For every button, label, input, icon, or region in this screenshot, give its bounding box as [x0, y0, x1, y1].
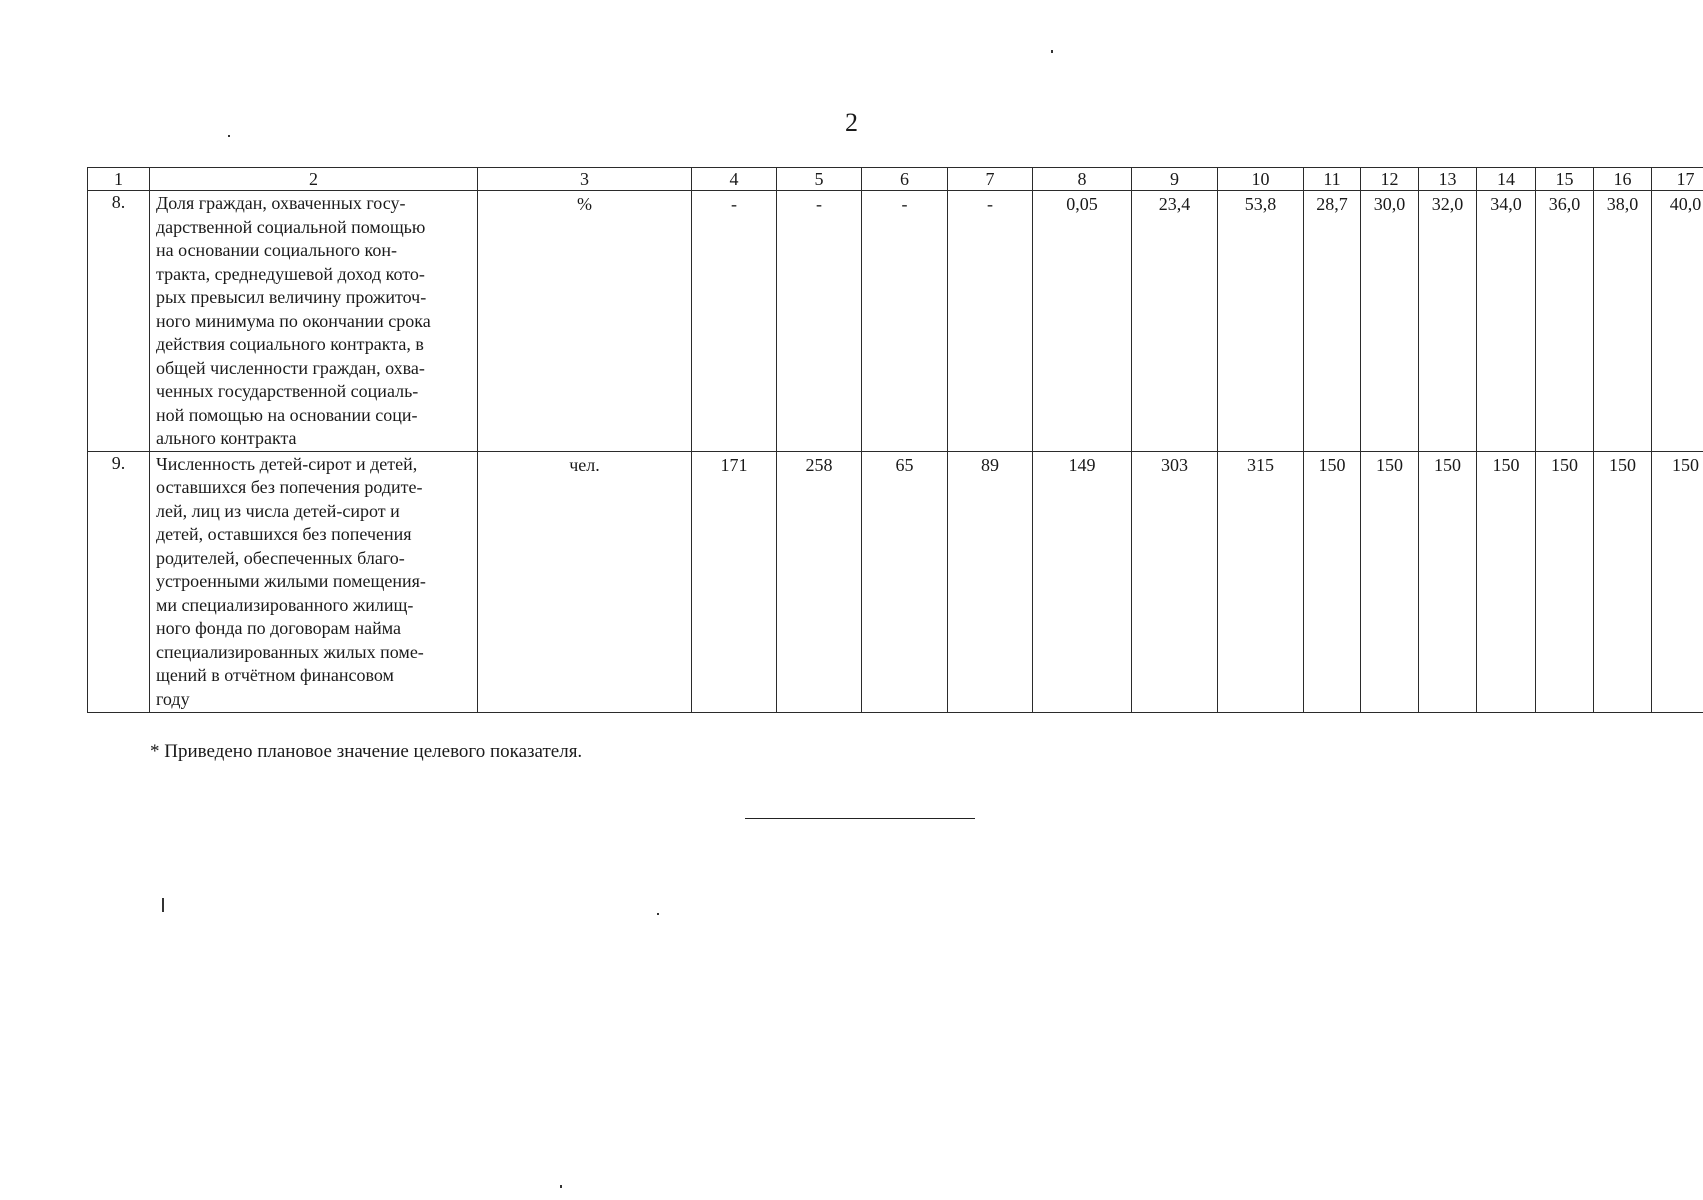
value-cell: 65 — [862, 451, 948, 712]
column-number: 4 — [692, 168, 777, 191]
value-cell: 171 — [692, 451, 777, 712]
column-number: 5 — [777, 168, 862, 191]
value-cell: 40,0 — [1652, 191, 1703, 452]
description-line: родителей, обеспеченных благо- — [156, 547, 405, 568]
footnote: * Приведено плановое значение целевого показателя. — [150, 741, 583, 762]
description-line: ми специализированного жилищ- — [156, 594, 414, 615]
column-number: 14 — [1477, 168, 1536, 191]
value-cell: 0,05 — [1033, 191, 1132, 452]
description-line: общей численности граждан, охва- — [156, 357, 425, 378]
value-cell: 28,7 — [1304, 191, 1361, 452]
column-number: 16 — [1594, 168, 1652, 191]
indicators-table — [87, 167, 1703, 713]
value-cell: 150 — [1536, 451, 1594, 712]
description-line: щений в отчётном финансовом — [156, 665, 394, 685]
separator-line — [745, 818, 975, 819]
description-line: ченных государственной социаль- — [156, 381, 419, 401]
scan-speck — [228, 135, 230, 137]
description-line: специализированных жилых поме- — [156, 641, 424, 662]
description-line: рых превысил величину прожиточ- — [156, 287, 427, 307]
description-line: дарственной социальной помощью — [156, 216, 426, 237]
column-number: 6 — [862, 168, 948, 191]
value-cell: 150 — [1361, 451, 1419, 712]
description-line: ной помощью на основании соци- — [156, 404, 418, 425]
column-number: 3 — [478, 168, 692, 191]
column-number: 11 — [1304, 168, 1361, 191]
value-cell: - — [692, 191, 777, 452]
value-cell: 303 — [1132, 451, 1218, 712]
scan-speck — [657, 913, 659, 915]
column-number: 1 — [88, 168, 150, 191]
description-line: на основании социального кон- — [156, 240, 397, 260]
scan-speck — [1051, 50, 1053, 53]
description-line: году — [156, 688, 190, 709]
value-cell: 258 — [777, 451, 862, 712]
value-cell: 150 — [1477, 451, 1536, 712]
column-number: 10 — [1218, 168, 1304, 191]
description-line: устроенными жилыми помещения- — [156, 571, 426, 591]
row-number: 9. — [88, 451, 150, 712]
description-line: Численность детей-сирот и детей, — [156, 453, 418, 474]
value-cell: 36,0 — [1536, 191, 1594, 452]
scan-speck — [162, 898, 164, 912]
value-cell: 150 — [1652, 451, 1703, 712]
description-line: Доля граждан, охваченных госу- — [156, 193, 406, 213]
description-line: ного минимума по окончании срока — [156, 310, 431, 331]
indicator-description — [150, 451, 478, 712]
column-number: 13 — [1419, 168, 1477, 191]
value-cell: 32,0 — [1419, 191, 1477, 452]
description-line: ального контракта — [156, 428, 297, 448]
value-cell: 38,0 — [1594, 191, 1652, 452]
description-line: ного фонда по договорам найма — [156, 618, 402, 638]
unit-cell: чел. — [478, 451, 692, 712]
value-cell: 315 — [1218, 451, 1304, 712]
indicator-description — [150, 191, 478, 452]
description-line: детей, оставшихся без попечения — [156, 524, 412, 544]
value-cell: 23,4 — [1132, 191, 1218, 452]
value-cell: - — [862, 191, 948, 452]
table-row — [88, 191, 1703, 452]
description-line: оставшихся без попечения родите- — [156, 477, 423, 497]
value-cell: 150 — [1594, 451, 1652, 712]
column-number: 12 — [1361, 168, 1419, 191]
column-number: 15 — [1536, 168, 1594, 191]
value-cell: 149 — [1033, 451, 1132, 712]
value-cell: 53,8 — [1218, 191, 1304, 452]
value-cell: 150 — [1419, 451, 1477, 712]
value-cell: 34,0 — [1477, 191, 1536, 452]
column-number: 7 — [948, 168, 1033, 191]
row-number: 8. — [88, 191, 150, 452]
description-line: тракта, среднедушевой доход кото- — [156, 263, 425, 284]
value-cell: 30,0 — [1361, 191, 1419, 452]
table-row — [88, 451, 1703, 712]
description-line: действия социального контракта, в — [156, 334, 424, 354]
value-cell: 150 — [1304, 451, 1361, 712]
column-number: 2 — [150, 168, 478, 191]
column-number: 8 — [1033, 168, 1132, 191]
scan-speck — [560, 1185, 562, 1188]
page-number: 2 — [845, 108, 858, 137]
description-line: лей, лиц из числа детей-сирот и — [156, 500, 400, 521]
value-cell: - — [948, 191, 1033, 452]
column-number: 9 — [1132, 168, 1218, 191]
unit-cell: % — [478, 191, 692, 452]
value-cell: 89 — [948, 451, 1033, 712]
value-cell: - — [777, 191, 862, 452]
column-number: 17 — [1652, 168, 1703, 191]
column-number-row — [88, 168, 1703, 191]
